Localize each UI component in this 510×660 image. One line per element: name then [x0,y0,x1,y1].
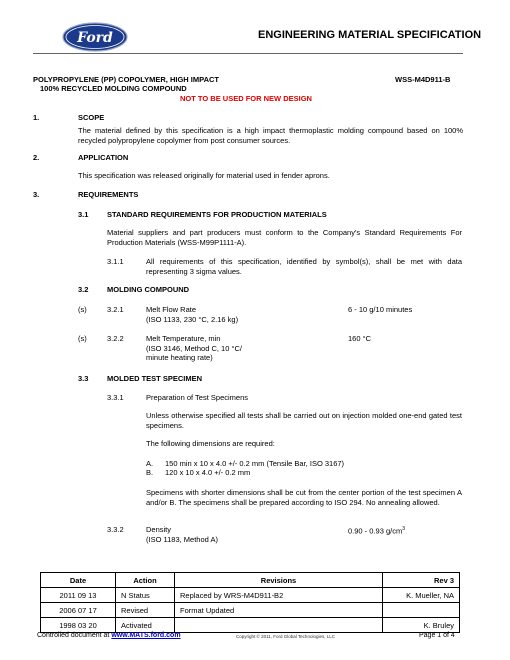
table-row [41,588,460,603]
subsection-number: 3.1 [78,210,89,219]
clause-number: 3.2.1 [107,305,124,314]
cell-date: 1998 03 20 [41,618,116,633]
table-header-row [41,573,460,588]
list-item: 120 x 10 x 4.0 +/- 0.2 mm [165,468,251,477]
clause-number: 3.2.2 [107,334,124,343]
cell-author: K. Bruley [383,618,460,633]
test-method-cont: minute heating rate) [146,353,213,362]
clause-title: Preparation of Test Specimens [146,393,249,402]
property-name: Density [146,525,172,534]
list-item-label: A. [146,459,154,468]
section-body: This specification was released originally for material used in fender aprons. [78,171,330,180]
test-method: (ISO 1183, Method A) [146,535,218,544]
subsection-title: MOLDING COMPOUND [107,285,190,294]
section-title: REQUIREMENTS [78,190,139,199]
cell-date: 2006 07 17 [41,603,116,618]
cell-revision [175,618,383,633]
cell-action: N Status [116,588,175,603]
header-divider [33,53,463,54]
cell-date: 2011 09 13 [41,588,116,603]
property-value [348,525,405,536]
section-title: SCOPE [78,113,105,122]
section-number: 1. [33,113,40,122]
column-header-rev: Rev 3 [383,573,460,588]
table-row [41,618,460,633]
property-value: 160 °C [348,334,372,343]
property-name: Melt Temperature, min [146,334,221,343]
column-header-revisions: Revisions [175,573,383,588]
table-row [41,603,460,618]
ford-logo [62,22,128,52]
doc-title-line1: POLYPROPYLENE (PP) COPOLYMER, HIGH IMPACT [33,75,219,84]
clause-number: 3.3.2 [107,525,124,534]
doc-title-line2: 100% RECYCLED MOLDING COMPOUND [40,84,187,93]
test-method: (ISO 3146, Method C, 10 °C/ [146,344,242,353]
cell-revision: Format Updated [175,603,383,618]
subsection-number: 3.2 [78,285,89,294]
column-header-date: Date [41,573,116,588]
property-value: 6 - 10 g/10 minutes [348,305,413,314]
clause-number: 3.1.1 [107,257,124,266]
section-title: APPLICATION [78,153,129,162]
spec-number: WSS-M4D911-B [395,75,451,84]
section-number: 3. [33,190,40,199]
cell-action: Revised [116,603,175,618]
cell-author [383,603,460,618]
revision-table [40,572,460,633]
section-body: The material defined by this specification is a high impact thermoplastic molding compound based on 100% recycled polypropylene copolymer from post consumer sources. [78,126,463,145]
property-name: Melt Flow Rate [146,305,197,314]
subsection-body: Material suppliers and part producers must conform to the Company's Standard Requirements For Production Materials (WSS-M99P1111-A). [107,228,462,247]
footer-controlled-document [37,632,181,639]
clause-body: Specimens with shorter dimensions shall be cut from the center portion of the test specimen A and/or B. The specimens shall be prepared according to ISO 294. No annealing allowed. [146,488,462,507]
mats-link[interactable]: www.MATS.ford.com [111,632,181,639]
column-header-action: Action [116,573,175,588]
subsection-title: MOLDED TEST SPECIMEN [107,374,203,383]
footer-page-number: Page 1 of 4 [419,632,455,639]
subsection-title: STANDARD REQUIREMENTS FOR PRODUCTION MATERIALS [107,210,327,219]
ford-logo-text: Ford [77,30,113,46]
subsection-number: 3.3 [78,374,89,383]
clause-body: The following dimensions are required: [146,439,275,448]
page-header-title: ENGINEERING MATERIAL SPECIFICATION [258,29,482,41]
clause-body: Unless otherwise specified all tests shall be carried out on injection molded one-end gated test specimens. [146,411,462,430]
cell-action: Activated [116,618,175,633]
requirement-symbol: (s) [78,334,87,343]
list-item-label: B. [146,468,154,477]
clause-number: 3.3.1 [107,393,124,402]
requirement-symbol: (s) [78,305,87,314]
test-method: (ISO 1133, 230 °C, 2.16 kg) [146,315,239,324]
footer-copyright: Copyright © 2011, Ford Global Technologies, LLC [236,634,335,639]
density-unit-exponent: 3 [402,526,405,532]
density-value: 0.90 - 0.93 g/cm [348,526,403,536]
warning-banner: NOT TO BE USED FOR NEW DESIGN [180,94,312,103]
list-item: 150 min x 10 x 4.0 +/- 0.2 mm (Tensile Bar, ISO 3167) [165,459,345,468]
section-number: 2. [33,153,40,162]
cell-revision: Replaced by WRS-M4D911-B2 [175,588,383,603]
footer-prefix: Controlled document at [37,632,112,639]
clause-body: All requirements of this specification, identified by symbol(s), shall be met with data representing 3 sigma values. [146,257,462,276]
cell-author: K. Mueller, NA [383,588,460,603]
